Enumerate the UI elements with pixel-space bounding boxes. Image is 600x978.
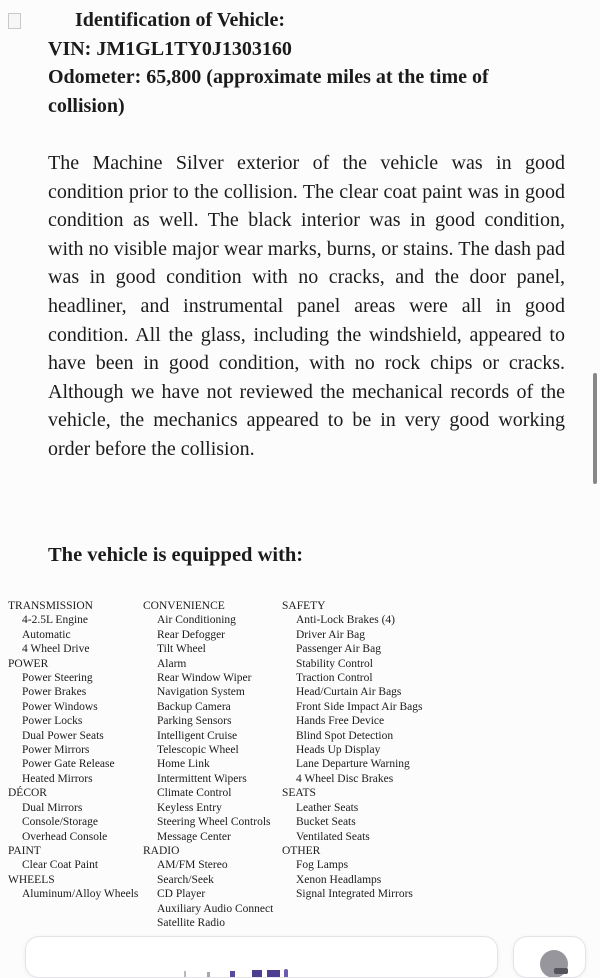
equipment-item: Rear Defogger [157,628,226,641]
equipment-item: Telescopic Wheel [157,744,239,757]
equipment-item: Alarm [157,657,187,670]
scrollbar-thumb[interactable] [593,373,597,484]
clipped-purple-glyph-icon [267,970,280,978]
equipment-item: Stability Control [296,657,373,670]
avatar-inner-icon [554,968,568,974]
equipment-item: Automatic [22,628,71,641]
equipment-heading: The vehicle is equipped with: [48,544,304,566]
clipped-glyph-icon [207,972,210,978]
equipment-column-2 [143,599,273,930]
equipment-item: Front Side Impact Air Bags [296,700,423,713]
equipment-item: Backup Camera [157,700,231,713]
equipment-item: Power Brakes [22,686,87,699]
equipment-item: Overhead Console [22,830,108,843]
equipment-item: Message Center [157,830,231,843]
equipment-item: Steering Wheel Controls [157,816,271,829]
equipment-item: Intelligent Cruise [157,729,238,742]
equipment-item: Ventilated Seats [296,830,370,843]
equipment-item: Navigation System [157,686,245,699]
clipped-glyph-icon [184,971,186,978]
equipment-item: CD Player [157,888,206,901]
equipment-item: 4 Wheel Drive [22,643,90,656]
section-title: Identification of Vehicle: [75,9,285,31]
equipment-item: Lane Departure Warning [296,758,410,771]
equipment-category: CONVENIENCE [143,600,225,612]
equipment-item: Passenger Air Bag [296,643,381,656]
equipment-item: Power Windows [22,700,98,713]
clipped-purple-glyph-icon [284,969,288,978]
equipment-item: Dual Power Seats [22,729,104,742]
equipment-item: Rear Window Wiper [157,672,252,685]
equipment-item: Parking Sensors [157,715,232,728]
vin-line: VIN: JM1GL1TY0J1303160 [48,37,292,60]
equipment-item: Power Locks [22,715,83,728]
equipment-category: WHEELS [8,873,55,886]
equipment-item: Console/Storage [22,816,99,829]
equipment-item: 4-2.5L Engine [22,614,89,627]
equipment-item: Keyless Entry [157,801,222,814]
equipment-item: AM/FM Stereo [157,859,228,872]
equipment-category: PAINT [8,844,41,857]
avatar-circle-icon [540,950,568,978]
equipment-item: Auxiliary Audio Connect [157,902,274,915]
equipment-category: OTHER [282,844,321,857]
equipment-item: Heated Mirrors [22,772,93,785]
bullet-checkbox-glyph [8,13,21,29]
equipment-category: POWER [8,657,49,670]
equipment-item: Bucket Seats [296,816,356,829]
equipment-category: RADIO [143,844,180,857]
equipment-category: SAFETY [282,600,326,612]
equipment-item: Dual Mirrors [22,801,83,814]
equipment-item: Clear Coat Paint [22,859,99,872]
equipment-item: Anti-Lock Brakes (4) [296,614,395,627]
clipped-purple-glyph-icon [230,971,235,978]
equipment-item: Driver Air Bag [296,628,365,641]
equipment-item: Climate Control [157,787,232,800]
equipment-category: TRANSMISSION [8,600,93,612]
equipment-item: Search/Seek [157,873,214,886]
equipment-item: Signal Integrated Mirrors [296,888,413,901]
equipment-item: Hands Free Device [296,715,385,728]
equipment-item: Air Conditioning [157,614,236,627]
condition-paragraph: The Machine Silver exterior of the vehicle was in good condition prior to the collision. The clear coat paint was in good condition as well. The black interior was in good condition, with no visible major wear marks, burns, or stains. The dash pad was in good condition with no cracks, and the door panel, headliner, and instrumental panel areas were all in good condition. All the glass, including the windshield, appeared to have been in good condition, with no rock chips or cracks. Although we have not reviewed the mechanical records of the vehicle, the mechanics appeared to be in very good working order before the collision. [48,152,565,460]
equipment-item: Aluminum/Alloy Wheels [22,888,139,901]
equipment-category: SEATS [282,787,316,800]
equipment-item: Leather Seats [296,801,359,814]
equipment-item: Head/Curtain Air Bags [296,686,402,699]
equipment-item: Power Mirrors [22,744,90,757]
equipment-item: Fog Lamps [296,859,349,872]
equipment-item: Satellite Radio [157,916,226,929]
equipment-item: Power Gate Release [22,758,115,771]
vehicle-identification-header [48,6,568,120]
equipment-item: Tilt Wheel [157,643,206,656]
toolbar-avatar-pill[interactable] [513,936,586,978]
equipment-item: Power Steering [22,672,93,685]
equipment-item: Home Link [157,758,210,771]
toolbar-main-pill[interactable] [25,936,498,978]
equipment-item: 4 Wheel Disc Brakes [296,772,394,785]
clipped-purple-glyph-icon [252,970,262,978]
equipment-item: Intermittent Wipers [157,772,247,785]
equipment-column-1 [8,599,138,902]
equipment-item: Xenon Headlamps [296,873,382,886]
equipment-category: DÉCOR [8,787,47,800]
equipment-item: Heads Up Display [296,744,381,757]
bottom-toolbar [0,933,600,957]
equipment-item: Blind Spot Detection [296,729,394,742]
equipment-column-3 [282,599,423,902]
equipment-item: Traction Control [296,672,373,685]
odometer-line: Odometer: 65,800 (approximate miles at the time of collision) [48,66,489,117]
